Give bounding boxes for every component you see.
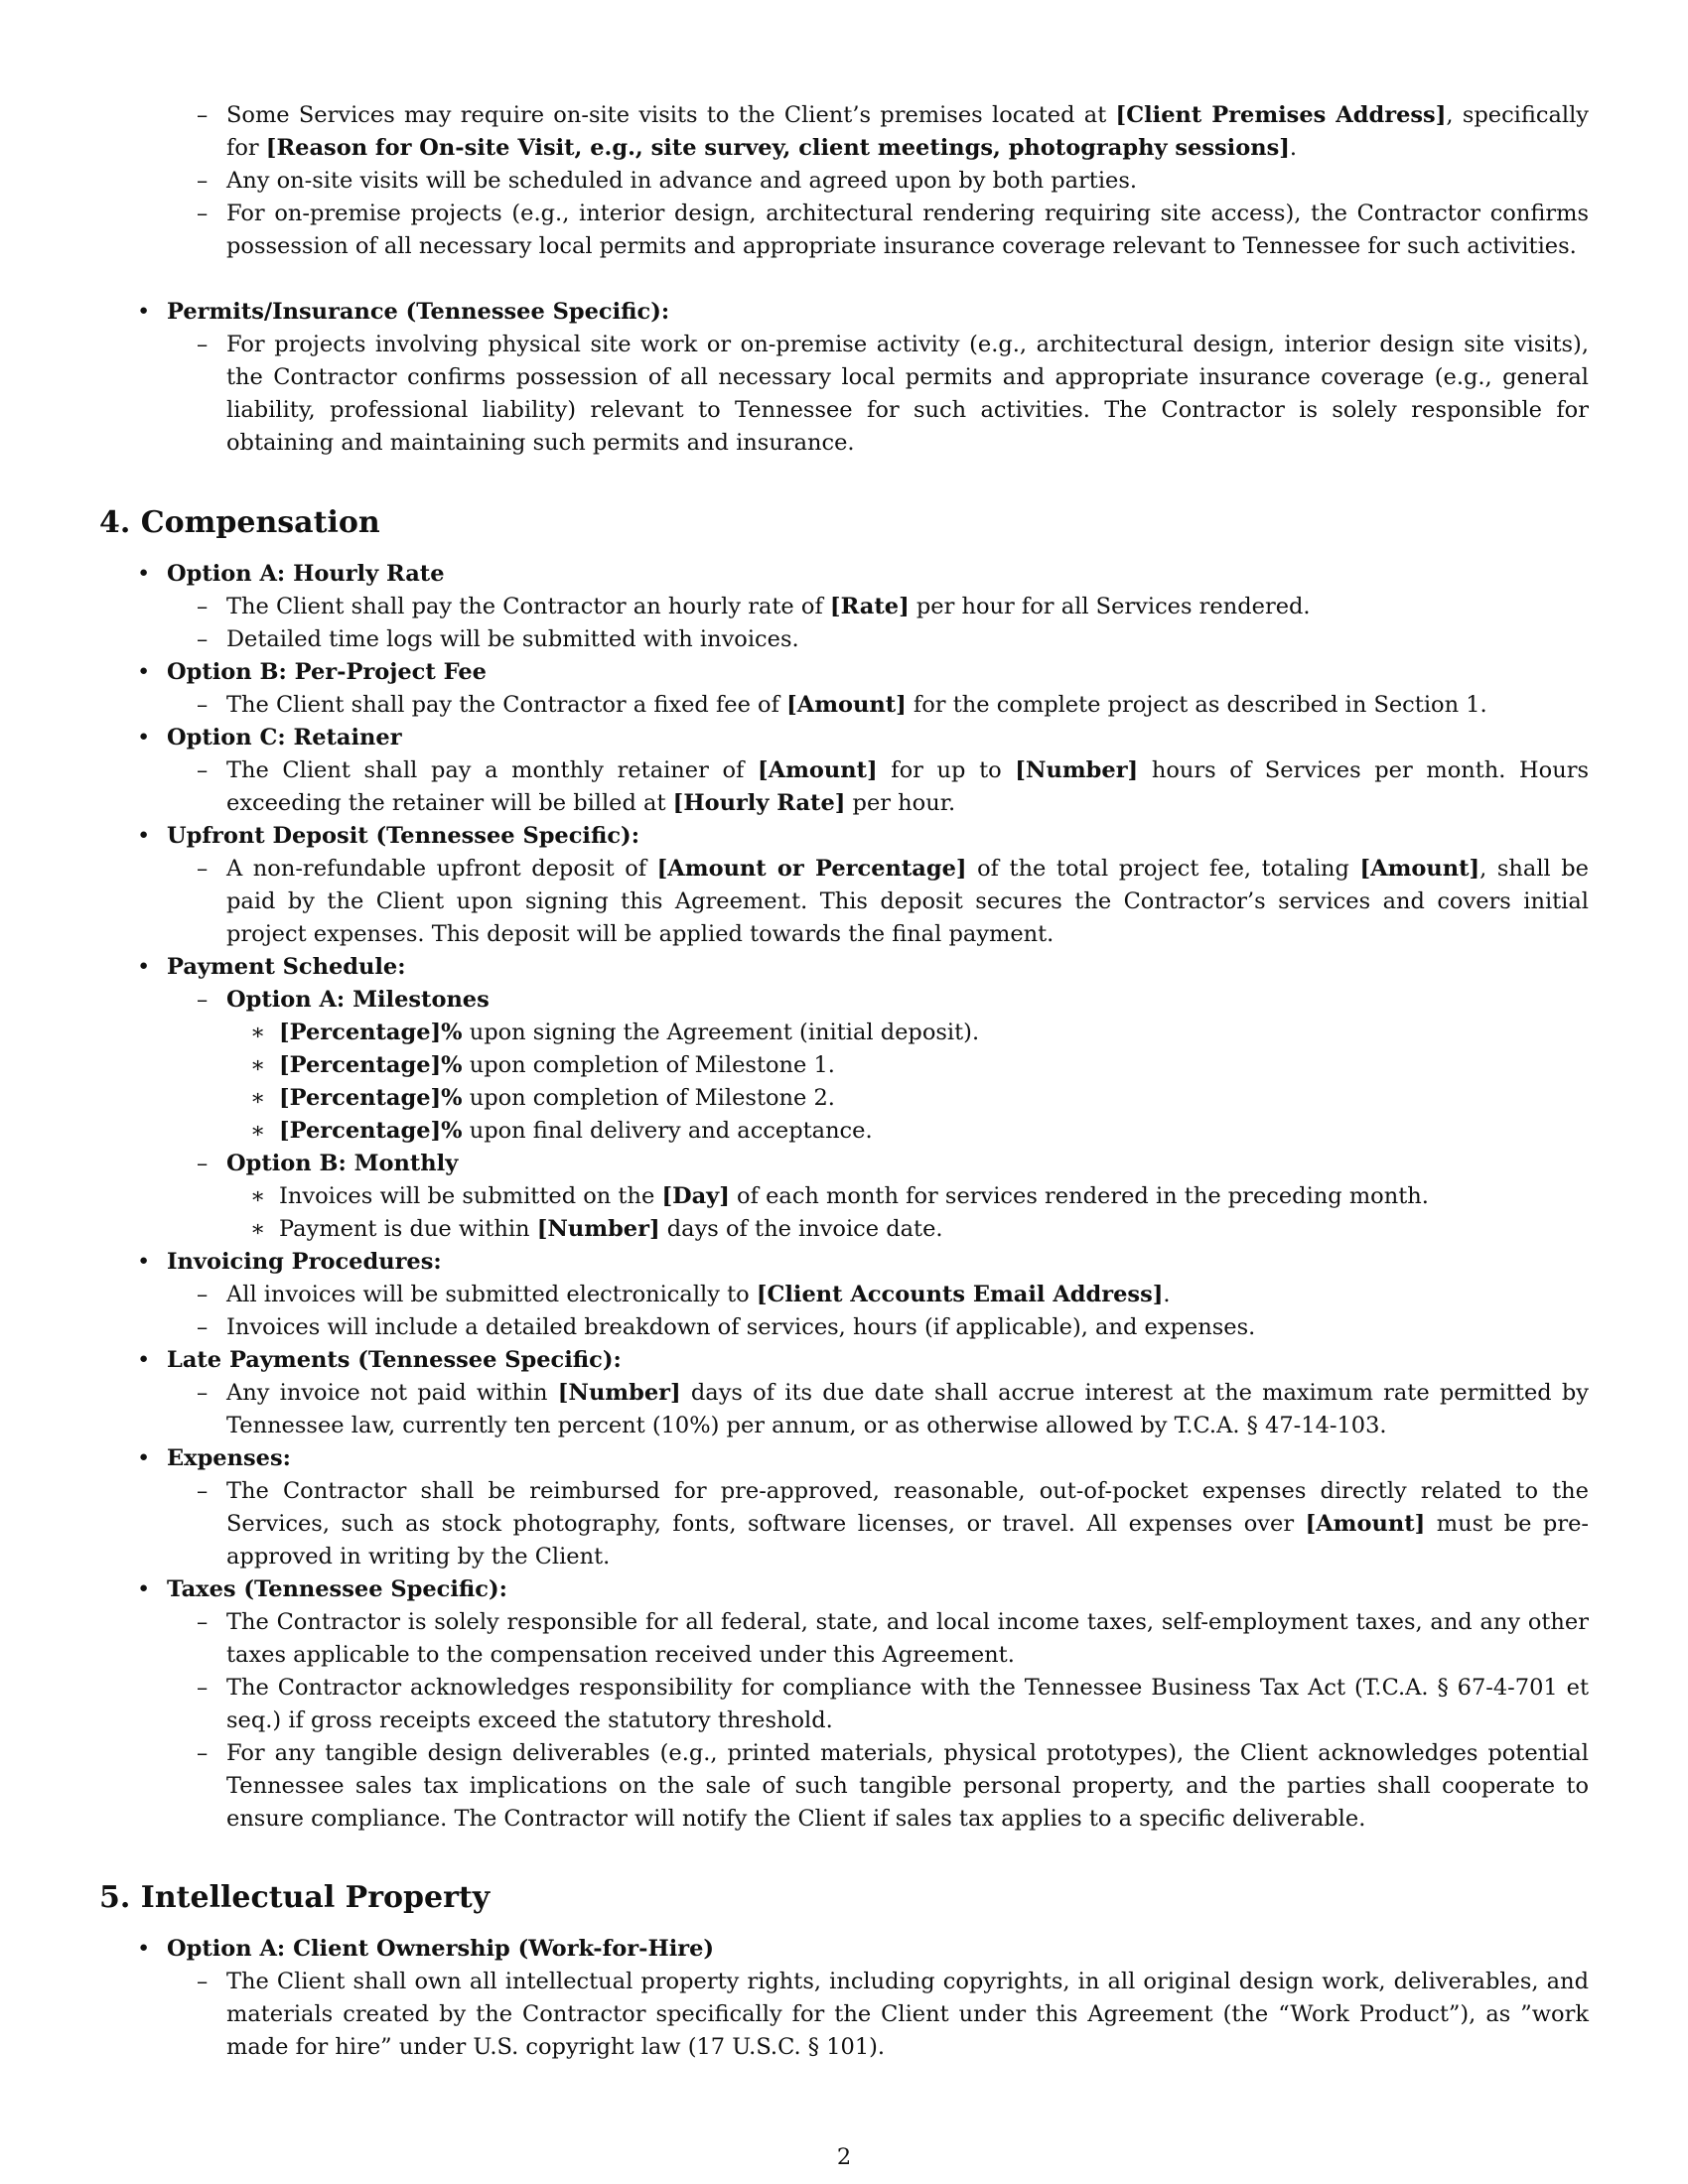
invoicing-email-item: All invoices will be submitted electronically to [Client Accounts Email Address]. — [226, 1282, 1171, 1307]
taxes-sales-item: For any tangible design deliverables (e.g., printed materials, physical prototypes), the Client acknowledges potential Tennessee sales tax implications on the sale of such tangible personal property, and the parties shall cooperate to ensure compliance. The Contractor will notify the Client if sales tax applies to a specific deliverable. — [226, 1740, 1589, 1832]
milestones-heading: Option A: Milestones — [226, 987, 490, 1013]
upfront-deposit-item: A non-refundable upfront deposit of [Amount or Percentage] of the total project fee, totaling [Amount], shall be paid by the Client upon signing this Agreement. This deposit secures the Contractor’s services and covers initial project expenses. This deposit will be applied towards the final payment. — [226, 856, 1589, 947]
bullet-marker: • — [137, 1347, 151, 1373]
star-marker: ∗ — [250, 1020, 266, 1045]
section-5-title: Intellectual Property — [140, 1880, 491, 1915]
percentage-placeholder: [Percentage]% — [279, 1085, 463, 1111]
bullet-marker: • — [137, 725, 151, 751]
onsite-visits-item: Some Services may require on-site visits to the Client’s premises located at [Client Premises Address], specifically for [Reason for On-site Visit, e.g., site survey, client meetings, photography sessions]. — [226, 102, 1590, 161]
star-marker: ∗ — [250, 1183, 266, 1209]
option-b-fee-heading: Option B: Per-Project Fee — [167, 659, 487, 685]
star-marker: ∗ — [250, 1052, 266, 1078]
number-placeholder: [Number] — [557, 1380, 681, 1406]
invoicing-heading: Invoicing Procedures: — [167, 1249, 442, 1275]
dash-marker: – — [197, 626, 209, 652]
dash-marker: – — [197, 987, 209, 1013]
dash-marker: – — [197, 1478, 209, 1504]
option-c-retainer-heading: Option C: Retainer — [167, 725, 402, 751]
bullet-marker: • — [137, 561, 151, 587]
bullet-marker: • — [137, 954, 151, 980]
permits-text: For projects involving physical site work or on-premise activity (e.g., architectural design, interior design site visits), the Contractor confirms possession of all necessary local permits and appropriate insurance coverage (e.g., general liability, professional liability) relevant to Tennessee for such activities. The Contractor is solely responsible for obtaining and maintaining such permits and insurance. — [226, 332, 1589, 456]
percentage-placeholder: [Percentage]% — [279, 1020, 463, 1045]
number-placeholder: [Number] — [1015, 757, 1139, 783]
dash-marker: – — [197, 332, 209, 357]
day-placeholder: [Day] — [661, 1183, 730, 1209]
time-logs-item: Detailed time logs will be submitted with invoices. — [226, 626, 799, 652]
page-number: 2 — [836, 2144, 852, 2170]
taxes-income-item: The Contractor is solely responsible for all federal, state, and local income taxes, self-employment taxes, and any other taxes applicable to the compensation received under this Agreement. — [226, 1609, 1589, 1668]
rate-placeholder: [Rate] — [829, 594, 910, 619]
late-payments-item: Any invoice not paid within [Number] days of its due date shall accrue interest at the maximum rate permitted by Tennessee law, currently ten percent (10%) per annum, or as otherwise allowed by T.C.A. § 47-14-103. — [226, 1380, 1589, 1438]
expenses-heading: Expenses: — [167, 1445, 291, 1471]
hourly-rate-item: The Client shall pay the Contractor an hourly rate of [Rate] per hour for all Services rendered. — [226, 594, 1311, 619]
section-4-title: Compensation — [140, 505, 380, 540]
taxes-heading: Taxes (Tennessee Specific): — [167, 1576, 507, 1602]
invoicing-breakdown-item: Invoices will include a detailed breakdown of services, hours (if applicable), and expenses. — [226, 1314, 1256, 1340]
amount-placeholder: [Amount] — [1305, 1511, 1426, 1537]
bullet-marker: • — [137, 823, 151, 849]
monthly-heading: Option B: Monthly — [226, 1151, 459, 1176]
section-4-heading — [99, 503, 380, 543]
dash-marker: – — [197, 1740, 209, 1766]
milestone-item: [Percentage]% upon completion of Milestone 1. — [279, 1052, 835, 1078]
dash-marker: – — [197, 856, 209, 882]
star-marker: ∗ — [250, 1085, 266, 1111]
dash-marker: – — [197, 594, 209, 619]
number-placeholder: [Number] — [536, 1216, 660, 1242]
client-premises-placeholder: [Client Premises Address] — [1115, 102, 1447, 128]
taxes-business-item: The Contractor acknowledges responsibility for compliance with the Tennessee Business Tax Act (T.C.A. § 67-4-701 et seq.) if gross receipts exceed the statutory threshold. — [226, 1675, 1589, 1733]
dash-marker: – — [197, 1151, 209, 1176]
amount-placeholder: [Amount] — [758, 757, 878, 783]
upfront-deposit-heading: Upfront Deposit (Tennessee Specific): — [167, 823, 639, 849]
dash-marker: – — [197, 1969, 209, 1994]
dash-marker: – — [197, 757, 209, 783]
dash-marker: – — [197, 692, 209, 718]
amount-or-percentage-placeholder: [Amount or Percentage] — [656, 856, 967, 882]
payment-due-item: Payment is due within [Number] days of the invoice date. — [279, 1216, 943, 1242]
bullet-marker: • — [137, 1445, 151, 1471]
bullet-marker: • — [137, 1576, 151, 1602]
client-ownership-item: The Client shall own all intellectual property rights, including copyrights, in all original design work, deliverables, and materials created by the Contractor specifically for the Client under this Agreement (the “Work Product”), as ”work made for hire” under U.S. copyright law (17 U.S.C. § 101). — [226, 1969, 1589, 2060]
monthly-invoices-item: Invoices will be submitted on the [Day] of each month for services rendered in the preceding month. — [279, 1183, 1429, 1209]
hourly-rate-placeholder: [Hourly Rate] — [672, 790, 846, 816]
onsite-reason-placeholder: [Reason for On-site Visit, e.g., site survey, client meetings, photography sessions] — [265, 135, 1290, 161]
section-5-number: 5. — [99, 1880, 131, 1915]
section-4-number: 4. — [99, 505, 131, 540]
dash-marker: – — [197, 1314, 209, 1340]
client-ownership-heading: Option A: Client Ownership (Work-for-Hire) — [167, 1936, 715, 1962]
dash-marker: – — [197, 102, 209, 128]
dash-marker: – — [197, 168, 209, 194]
amount-placeholder: [Amount] — [1359, 856, 1480, 882]
milestone-item: [Percentage]% upon completion of Milestone 2. — [279, 1085, 835, 1111]
bullet-marker: • — [137, 1936, 151, 1962]
permits-heading: Permits/Insurance (Tennessee Specific): — [167, 299, 670, 325]
payment-schedule-heading: Payment Schedule: — [167, 954, 406, 980]
dash-marker: – — [197, 1282, 209, 1307]
bullet-marker: • — [137, 299, 151, 325]
bullet-marker: • — [137, 659, 151, 685]
retainer-item: The Client shall pay a monthly retainer of [Amount] for up to [Number] hours of Services per month. Hours exceeding the retainer will be billed at [Hourly Rate] per hour. — [226, 757, 1589, 816]
percentage-placeholder: [Percentage]% — [279, 1052, 463, 1078]
dash-marker: – — [197, 1609, 209, 1635]
client-email-placeholder: [Client Accounts Email Address] — [756, 1282, 1164, 1307]
dash-marker: – — [197, 201, 209, 226]
onpremise-projects-item: For on-premise projects (e.g., interior design, architectural rendering requiring site access), the Contractor confirms possession of all necessary local permits and appropriate insurance coverage relevant to Tennessee for such activities. — [226, 201, 1589, 259]
dash-marker: – — [197, 1380, 209, 1406]
star-marker: ∗ — [250, 1118, 266, 1144]
section-5-heading — [99, 1878, 490, 1918]
fixed-fee-item: The Client shall pay the Contractor a fixed fee of [Amount] for the complete project as described in Section 1. — [226, 692, 1487, 718]
dash-marker: – — [197, 1675, 209, 1701]
star-marker: ∗ — [250, 1216, 266, 1242]
percentage-placeholder: [Percentage]% — [279, 1118, 463, 1144]
milestone-item: [Percentage]% upon signing the Agreement (initial deposit). — [279, 1020, 980, 1045]
bullet-marker: • — [137, 1249, 151, 1275]
milestone-item: [Percentage]% upon final delivery and acceptance. — [279, 1118, 873, 1144]
onsite-scheduling-item: Any on-site visits will be scheduled in advance and agreed upon by both parties. — [226, 168, 1138, 194]
expenses-item: The Contractor shall be reimbursed for pre-approved, reasonable, out-of-pocket expenses directly related to the Services, such as stock photography, fonts, software licenses, or travel. All expenses over [Amount] must be pre-approved in writing by the Client. — [226, 1478, 1589, 1570]
amount-placeholder: [Amount] — [786, 692, 907, 718]
late-payments-heading: Late Payments (Tennessee Specific): — [167, 1347, 622, 1373]
option-a-hourly-heading: Option A: Hourly Rate — [167, 561, 445, 587]
